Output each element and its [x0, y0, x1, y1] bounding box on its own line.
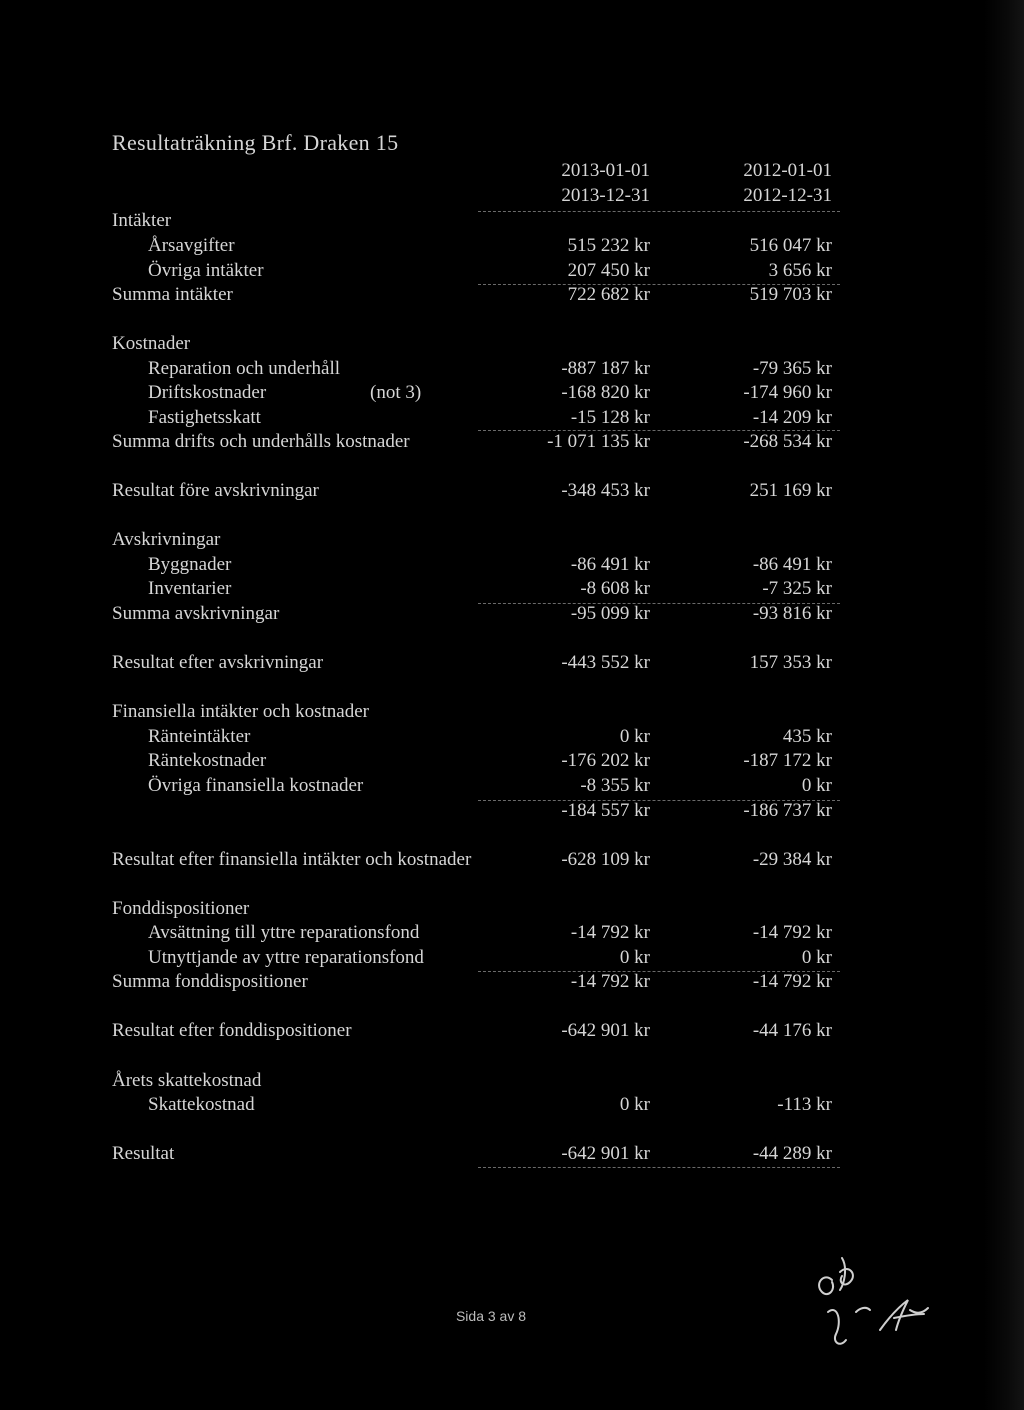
- row-label: Summa avskrivningar: [112, 603, 280, 624]
- value-2013: -642 901 kr: [561, 1143, 650, 1164]
- statement-row: [0, 652, 1024, 676]
- value-2013: -176 202 kr: [561, 750, 650, 771]
- value-2012: 0 kr: [801, 947, 832, 968]
- value-2013: -168 820 kr: [561, 382, 650, 403]
- handwritten-signature: [810, 1250, 950, 1360]
- row-label: Årets skattekostnad: [112, 1070, 262, 1091]
- statement-row: [0, 529, 1024, 553]
- page-number: Sida 3 av 8: [455, 1308, 527, 1324]
- value-2013: -14 792 kr: [570, 971, 650, 992]
- statement-row: [0, 1094, 1024, 1118]
- statement-row: [0, 382, 1024, 406]
- value-2013: 207 450 kr: [567, 260, 650, 281]
- value-2012: 157 353 kr: [749, 652, 832, 673]
- value-2013: -628 109 kr: [561, 849, 650, 870]
- value-2013: -642 901 kr: [561, 1020, 650, 1041]
- row-label: Avskrivningar: [112, 529, 221, 550]
- value-2012: 0 kr: [801, 775, 832, 796]
- value-2013: 515 232 kr: [567, 235, 650, 256]
- value-2012: -93 816 kr: [752, 603, 832, 624]
- value-2012: -14 792 kr: [752, 922, 832, 943]
- statement-row: [0, 603, 1024, 627]
- statement-row: [0, 1020, 1024, 1044]
- statement-row: [0, 260, 1024, 284]
- statement-row: [0, 800, 1024, 824]
- value-2012: -7 325 kr: [762, 578, 832, 599]
- value-2012: 516 047 kr: [749, 235, 832, 256]
- value-2012: -29 384 kr: [752, 849, 832, 870]
- statement-row: [0, 333, 1024, 357]
- value-2012: 3 656 kr: [768, 260, 832, 281]
- value-2012: -174 960 kr: [743, 382, 832, 403]
- statement-row: [0, 480, 1024, 504]
- divider: [478, 1167, 840, 1168]
- value-2013: -348 453 kr: [561, 480, 650, 501]
- value-2012: -187 172 kr: [743, 750, 832, 771]
- statement-row: [0, 947, 1024, 971]
- row-label: Finansiella intäkter och kostnader: [112, 701, 369, 722]
- value-2012: -44 289 kr: [752, 1143, 832, 1164]
- value-2012: -14 209 kr: [752, 407, 832, 428]
- statement-row: [0, 235, 1024, 259]
- value-2012: 519 703 kr: [749, 284, 832, 305]
- value-2012: -268 534 kr: [743, 431, 832, 452]
- row-label: Ränteintäkter: [148, 726, 251, 747]
- statement-row: [0, 554, 1024, 578]
- row-label: Summa drifts och underhålls kostnader: [112, 431, 410, 452]
- statement-row: [0, 210, 1024, 234]
- value-2012: -79 365 kr: [752, 358, 832, 379]
- statement-row: [0, 750, 1024, 774]
- row-label: Kostnader: [112, 333, 191, 354]
- value-2013: -443 552 kr: [561, 652, 650, 673]
- row-label: Resultat efter fonddispositioner: [112, 1020, 352, 1041]
- row-label: Summa fonddispositioner: [112, 971, 308, 992]
- row-label: Fonddispositioner: [112, 898, 250, 919]
- row-label: Årsavgifter: [148, 235, 235, 256]
- value-2013: 0 kr: [619, 947, 650, 968]
- statement-row: [0, 358, 1024, 382]
- row-label: Resultat före avskrivningar: [112, 480, 319, 501]
- row-label: Resultat efter finansiella intäkter och kostnader: [112, 849, 472, 870]
- row-label: Resultat: [112, 1143, 175, 1164]
- value-2012: 435 kr: [782, 726, 832, 747]
- statement-row: [0, 578, 1024, 602]
- row-label: Fastighetsskatt: [148, 407, 261, 428]
- period-2-to: 2012-12-31: [743, 185, 832, 206]
- value-2013: -86 491 kr: [570, 554, 650, 575]
- row-note: (not 3): [370, 382, 422, 403]
- row-label: Räntekostnader: [148, 750, 267, 771]
- page-title: Resultaträkning Brf. Draken 15: [112, 130, 399, 155]
- value-2012: -44 176 kr: [752, 1020, 832, 1041]
- row-label: Utnyttjande av yttre reparationsfond: [148, 947, 424, 968]
- statement-row: [0, 431, 1024, 455]
- statement-row: [0, 1070, 1024, 1094]
- row-label: Skattekostnad: [148, 1094, 255, 1115]
- statement-row: [0, 922, 1024, 946]
- row-label: Resultat efter avskrivningar: [112, 652, 324, 673]
- value-2013: -95 099 kr: [570, 603, 650, 624]
- period-1-from: 2013-01-01: [561, 160, 650, 181]
- row-label: Avsättning till yttre reparationsfond: [148, 922, 420, 943]
- statement-row: [0, 284, 1024, 308]
- value-2013: -8 355 kr: [580, 775, 650, 796]
- statement-row: [0, 726, 1024, 750]
- statement-row: [0, 898, 1024, 922]
- row-label: Inventarier: [148, 578, 232, 599]
- period-1-to: 2013-12-31: [561, 185, 650, 206]
- row-label: Reparation och underhåll: [148, 358, 341, 379]
- statement-row: [0, 775, 1024, 799]
- value-2013: -15 128 kr: [570, 407, 650, 428]
- statement-row: [0, 407, 1024, 431]
- row-label: Summa intäkter: [112, 284, 233, 305]
- period-2-from: 2012-01-01: [743, 160, 832, 181]
- value-2013: -887 187 kr: [561, 358, 650, 379]
- value-2012: 251 169 kr: [749, 480, 832, 501]
- statement-row: [0, 701, 1024, 725]
- value-2012: -113 kr: [777, 1094, 832, 1115]
- row-label: Övriga intäkter: [148, 260, 264, 281]
- value-2013: 0 kr: [619, 726, 650, 747]
- statement-row: [0, 971, 1024, 995]
- value-2013: -8 608 kr: [580, 578, 650, 599]
- value-2013: -14 792 kr: [570, 922, 650, 943]
- value-2013: 722 682 kr: [567, 284, 650, 305]
- row-label: Driftskostnader: [148, 382, 267, 403]
- value-2012: -86 491 kr: [752, 554, 832, 575]
- row-label: Intäkter: [112, 210, 172, 231]
- value-2013: -184 557 kr: [561, 800, 650, 821]
- value-2012: -14 792 kr: [752, 971, 832, 992]
- statement-row: [0, 1143, 1024, 1167]
- value-2013: 0 kr: [619, 1094, 650, 1115]
- statement-row: [0, 849, 1024, 873]
- row-label: Övriga finansiella kostnader: [148, 775, 364, 796]
- row-label: Byggnader: [148, 554, 232, 575]
- value-2012: -186 737 kr: [743, 800, 832, 821]
- value-2013: -1 071 135 kr: [547, 431, 650, 452]
